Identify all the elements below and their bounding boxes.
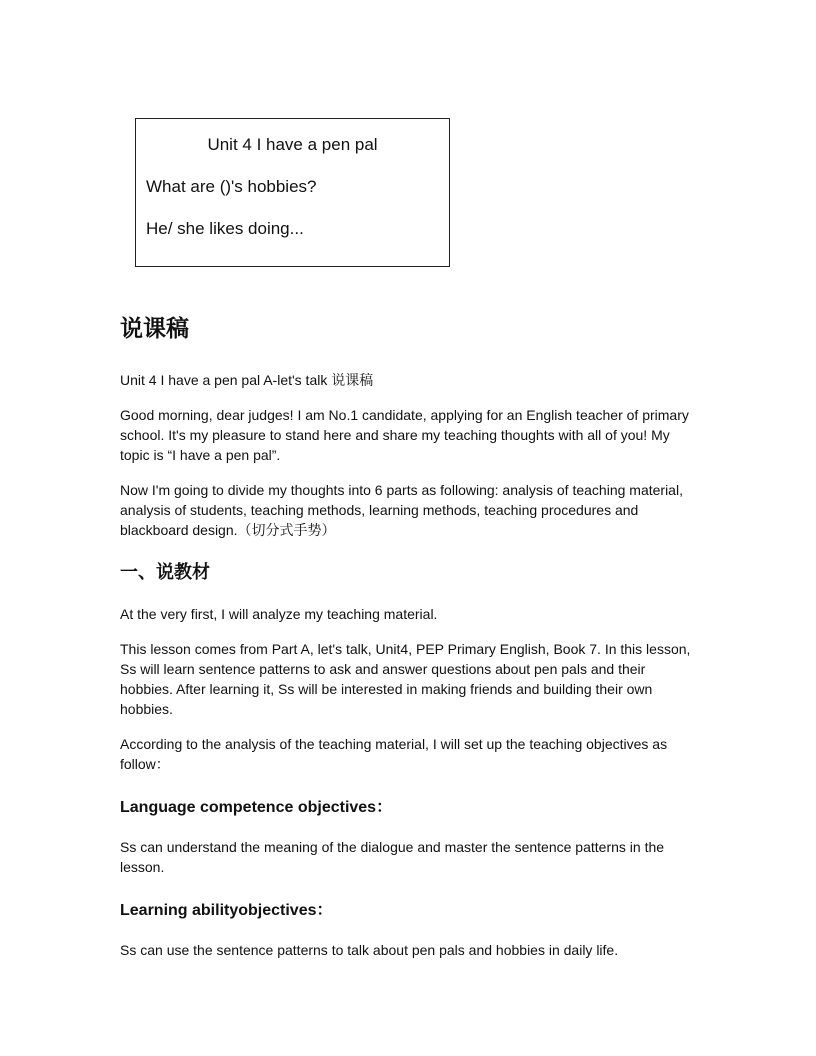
box-title: Unit 4 I have a pen pal xyxy=(207,135,378,154)
learning-ability-objectives-text: Ss can use the sentence patterns to talk about pen pals and hobbies in daily life. xyxy=(120,942,619,958)
box-question: What are ()'s hobbies? xyxy=(146,177,317,196)
section-heading-material: 一、说教材 xyxy=(120,562,210,583)
greeting-paragraph: Good morning, dear judges! I am No.1 candidate, applying for an English teacher of primary school. It's my pleasure to stand here and share my teaching thoughts with all of you! My topic is “I have a pen pal”. xyxy=(120,407,689,463)
doc-subtitle: Unit 4 I have a pen pal A-let's talk 说课稿 xyxy=(120,372,374,388)
language-objectives-heading: Language competence objectives： xyxy=(120,799,393,816)
learning-ability-objectives-heading: Learning abilityobjectives： xyxy=(120,902,333,919)
blackboard-design-box xyxy=(135,118,450,267)
box-answer: He/ she likes doing... xyxy=(146,219,304,238)
document-body xyxy=(120,310,700,975)
material-intro-paragraph: At the very first, I will analyze my teaching material. xyxy=(120,606,438,622)
language-objectives-text: Ss can understand the meaning of the dialogue and master the sentence patterns in the lesson. xyxy=(120,839,665,875)
objectives-intro-paragraph: According to the analysis of the teaching material, I will set up the teaching objectives as follow： xyxy=(120,736,668,772)
overview-paragraph: Now I'm going to divide my thoughts into 6 parts as following: analysis of teaching material, analysis of students, teaching methods, learning methods, teaching procedures and blackboard design.（切分式手势） xyxy=(120,482,683,538)
material-source-paragraph: This lesson comes from Part A, let's talk, Unit4, PEP Primary English, Book 7. In this lesson, Ss will learn sentence patterns to ask and answer questions about pen pals and their hobbies. After learning it, Ss will be interested in making friends and building their own hobbies. xyxy=(120,641,691,717)
page-title: 说课稿 xyxy=(120,316,189,342)
